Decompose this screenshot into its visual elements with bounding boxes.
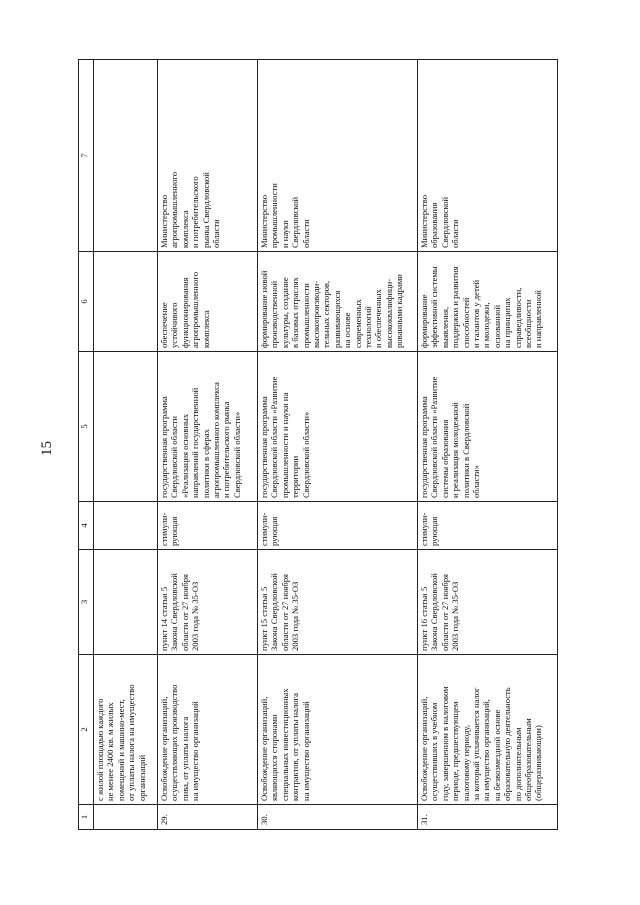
responsible-ministry: Министерство промышленности и науки Свердловской области <box>258 60 418 252</box>
program-goal: обеспечение устойчивого функционирования агропромышленного комплекса <box>158 252 258 352</box>
benefit-type: стимули- рующая <box>258 502 418 550</box>
tax-benefits-table <box>78 59 558 830</box>
column-number: 4 <box>79 502 94 550</box>
table-row <box>418 60 558 830</box>
program-goal: формирование новой производственной культуры, создание в базовых отраслях промышленности высокопроизводи- тельных секторов, развивающихся на основе современных технологий и обеспеченных высококвалифици- рованными кадрами <box>258 252 418 352</box>
legal-basis: пункт 14 статьи 5 Закона Свердловской области от 27 ноября 2003 года № 35-ОЗ <box>158 550 258 655</box>
benefit-type <box>94 502 158 550</box>
state-program: государственная программа Свердловской области «Развитие промышленности и науки на территории Свердловской области» <box>258 352 418 502</box>
page-number: 15 <box>39 441 55 456</box>
program-goal: формирование эффективной системы выявления, поддержки и развития способностей и талантов у детей и молодежи, основанной на принципах справедливости, всеобщности и направленной <box>418 252 558 352</box>
column-number: 1 <box>79 805 94 830</box>
legal-basis: пункт 16 статьи 5 Закона Свердловской области от 27 ноября 2003 года № 35-ОЗ <box>418 550 558 655</box>
benefit-description: Освобождение организаций, являющихся сторонами специальных инвестиционных контрактов, от уплаты налога на имущество организаций <box>258 655 418 805</box>
legal-basis: пункт 15 статьи 5 Закона Свердловской области от 27 ноября 2003 года № 35-ОЗ <box>258 550 418 655</box>
legal-basis <box>94 550 158 655</box>
state-program <box>94 352 158 502</box>
table-row <box>258 60 418 830</box>
column-number: 6 <box>79 252 94 352</box>
responsible-ministry: Министерство образования Свердловской области <box>418 60 558 252</box>
benefit-type: стимули- рующая <box>158 502 258 550</box>
responsible-ministry <box>94 60 158 252</box>
table-row <box>158 60 258 830</box>
landscape-sheet <box>78 60 578 830</box>
program-goal <box>94 252 158 352</box>
row-number: 31. <box>418 805 558 830</box>
column-number: 5 <box>79 352 94 502</box>
benefit-description: Освобождение организаций, осуществивших в учебном году, завершенном в налоговом периоде, предшествующем налоговому периоду, за который уплачивается налог на имущество организаций, на безвозмездной основе образовательную деятельность по дополнительным общеобразовательным (общеразвивающим) <box>418 655 558 805</box>
column-number: 3 <box>79 550 94 655</box>
row-number: 29. <box>158 805 258 830</box>
column-number: 7 <box>79 60 94 252</box>
benefit-type: стимули- рующая <box>418 502 558 550</box>
benefit-description: Освобождение организаций, осуществляющих производство пива, от уплаты налога на имущество организаций <box>158 655 258 805</box>
state-program: государственная программа Свердловской области «Реализация основных направлений государственной политики в сферах агропромышленного комплекса и потребительского рынка Свердловской области» <box>158 352 258 502</box>
column-number-row <box>79 60 94 830</box>
row-number <box>94 805 158 830</box>
responsible-ministry: Министерство агропромышленного комплекса и потребительского рынка Свердловской области <box>158 60 258 252</box>
table-row <box>94 60 158 830</box>
state-program: государственная программа Свердловской области «Развитие системы образования и реализация молодежной политики в Свердловской области» <box>418 352 558 502</box>
row-number: 30. <box>258 805 418 830</box>
column-number: 2 <box>79 655 94 805</box>
benefit-description: с жилой площадью каждого не менее 2400 кв. м жилых помещений и машино-мест, от уплаты налога на имущество организаций <box>94 655 158 805</box>
